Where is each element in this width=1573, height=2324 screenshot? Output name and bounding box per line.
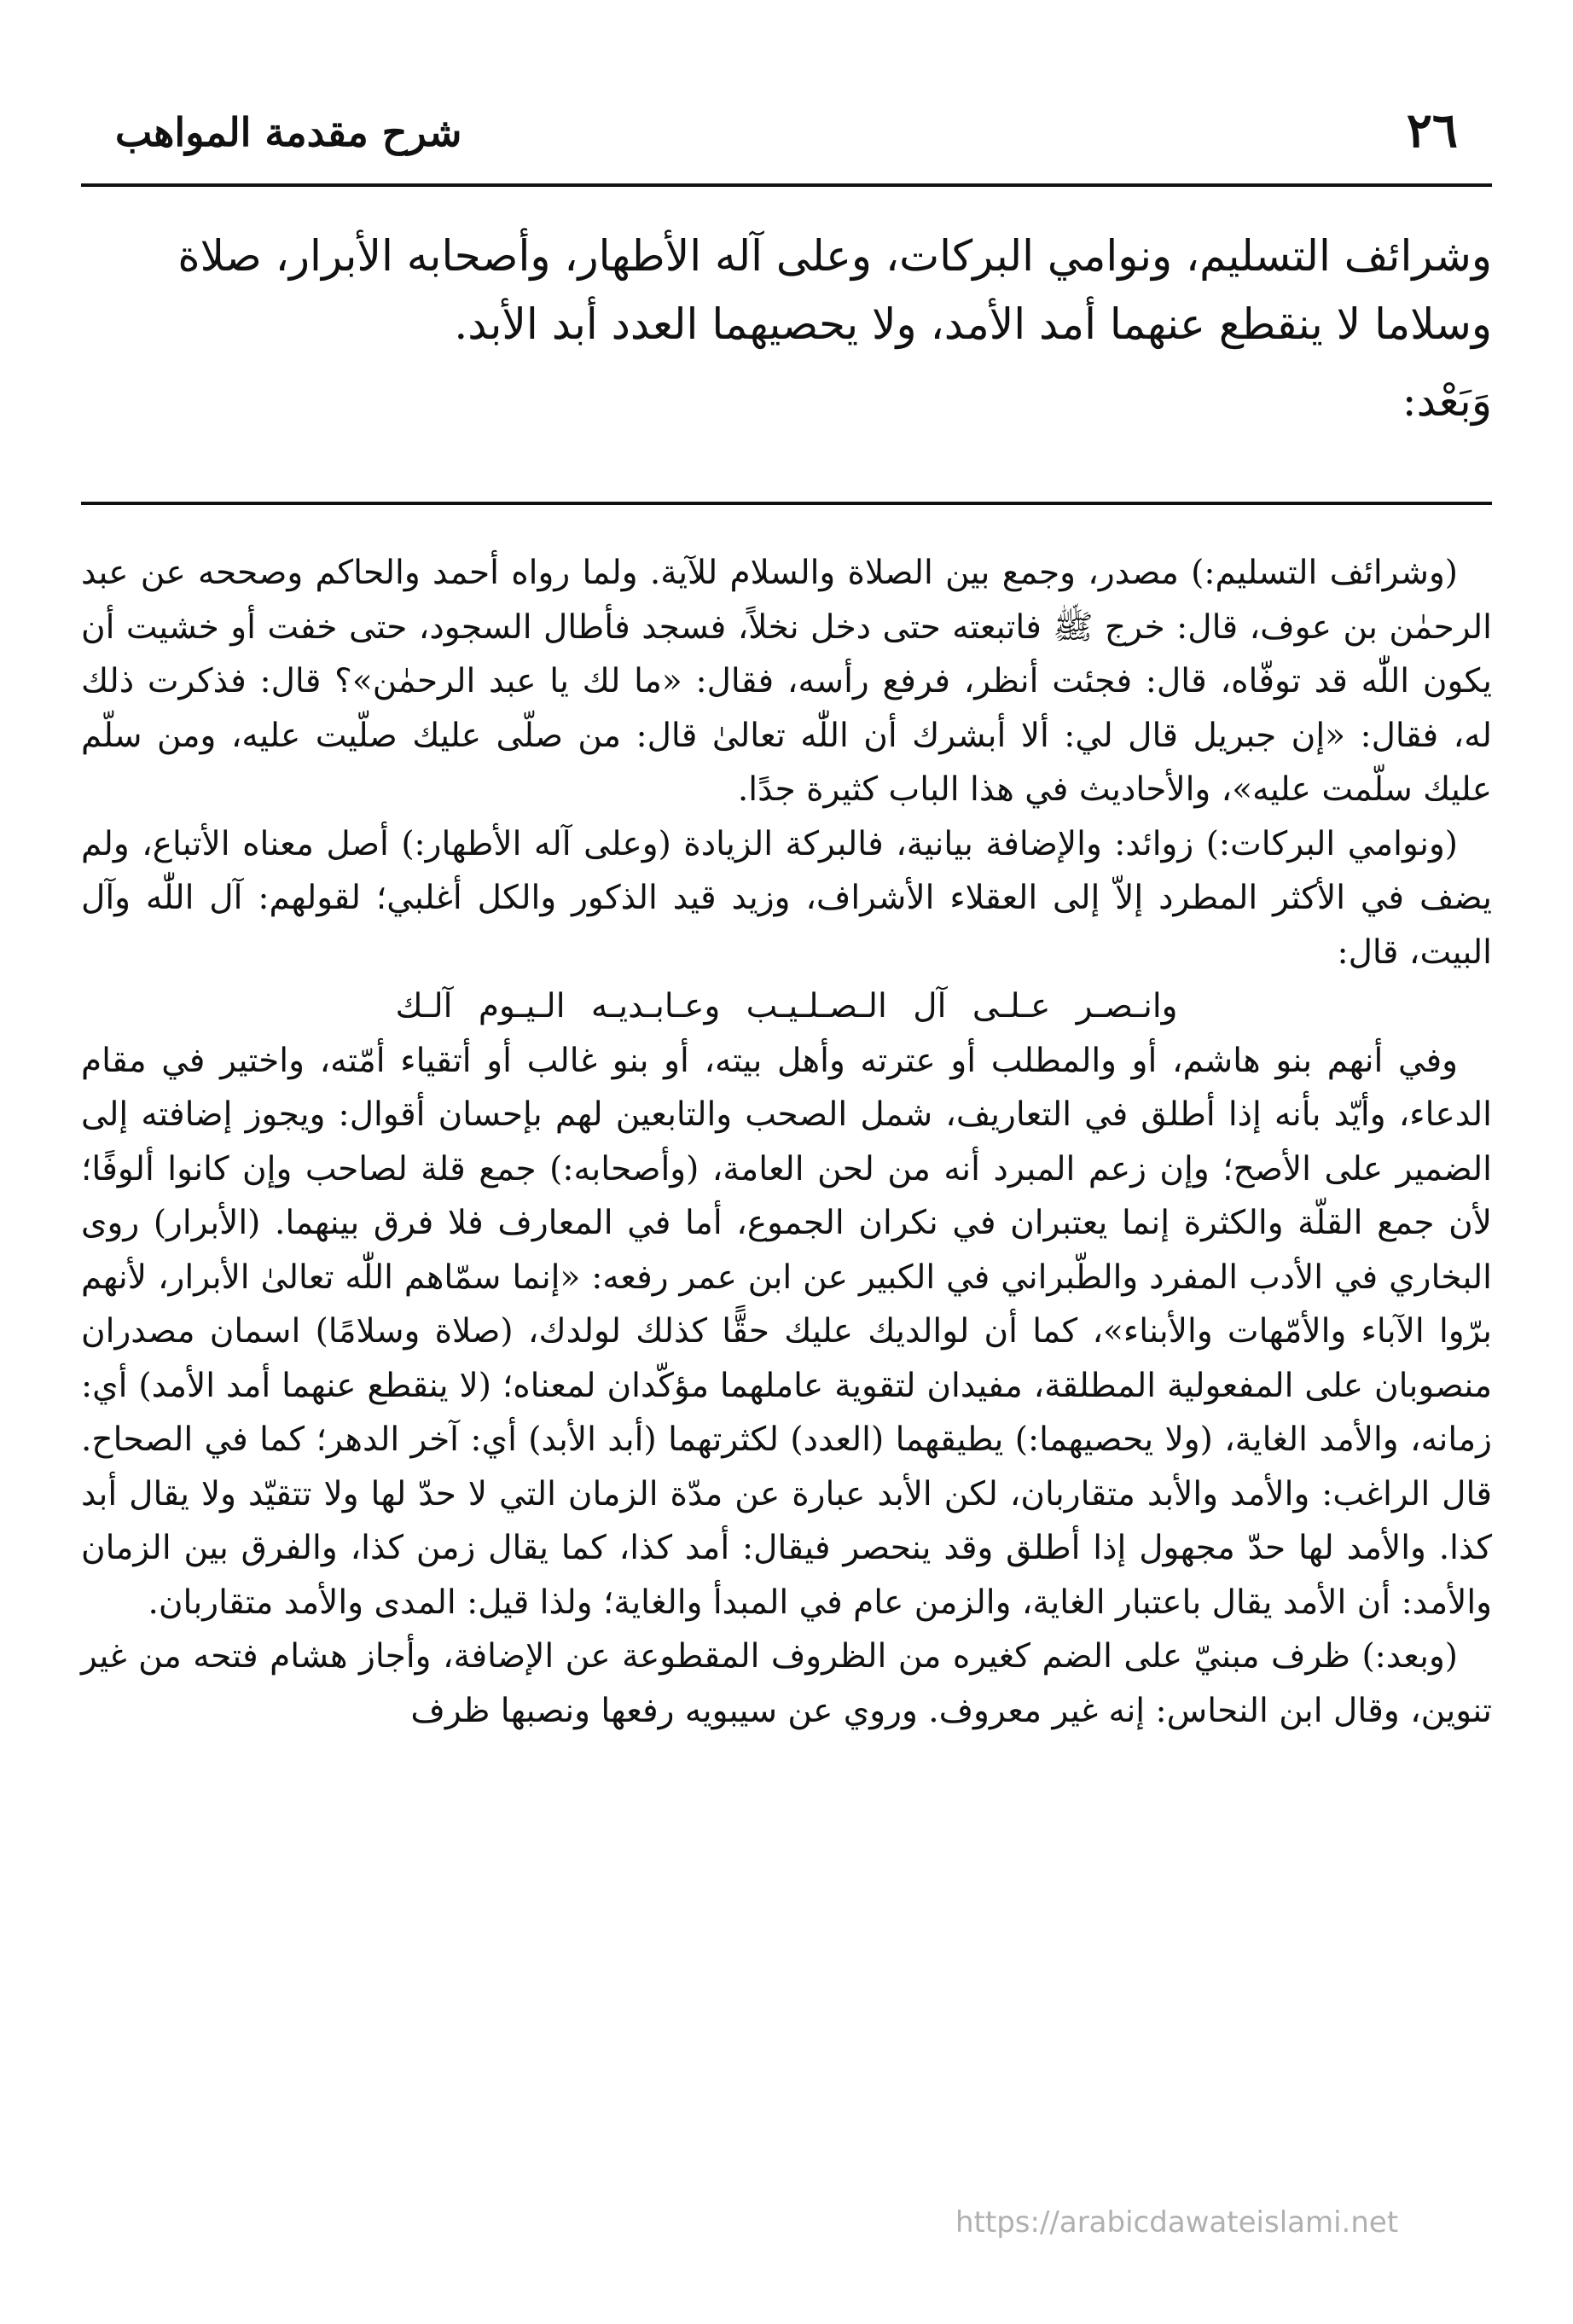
commentary-paragraph: وفي أنهم بنو هاشم، أو والمطلب أو عترته وأهل بيته، أو بنو غالب أو أتقياء أمّته، واختير في مقام الدعاء، وأيّد بأنه إذا أطلق في التعاريف، شمل الصحب والتابعين لهم بإحسان أقوال: ويجوز إضافته إلى الضمير على الأصح؛ وإن زعم المبرد أنه من لحن العامة، (وأصحابه:) جمع قلة لصاحب وإن كانوا ألوفًا؛ لأن جمع القلّة والكثرة إنما يعتبران في نكران الجموع، أما في المعارف فلا فرق بينهما. (الأبرار) روى البخاري في الأدب المفرد والطّبراني في الكبير عن ابن عمر رفعه: «إنما سمّاهم اللّٰه تعالىٰ الأبرار، لأنهم برّوا الآباء والأمّهات والأبناء»، كما أن لوالديك عليك حقًّا كذلك لولدك، (صلاة وسلامًا) اسمان مصدران منصوبان على المفعولية المطلقة، مفيدان لتقوية عاملهما مؤكّدان لمعناه؛ (لا ينقطع عنهما أمد الأمد) أي: زمانه، والأمد الغاية، (ولا يحصيهما:) يطيقهما (العدد) لكثرتهما (أبد الأبد) أي: آخر الدهر؛ كما في الصحاح. قال الراغب: والأمد والأبد متقاربان، لكن الأبد عبارة عن مدّة الزمان التي لا حدّ لها ولا تتقيّد ولا يقال أبد كذا. والأمد لها حدّ مجهول إذا أطلق وقد ينحصر فيقال: أمد كذا، كما يقال زمن كذا، والفرق بين الزمان والأمد: أن الأمد يقال باعتبار الغاية، والزمن عام في المبدأ والغاية؛ ولذا قيل: المدى والأمد متقاربان. [81,1041,1492,1622]
commentary-paragraph: (ونوامي البركات:) زوائد: والإضافة بيانية، فالبركة الزيادة (وعلى آله الأطهار:) أصل معناه الأتباع، ولم يضف في الأكثر المطرد إلاّ إلى العقلاء الأشراف، وزيد قيد الذكور والكل أغلبي؛ لقولهم: آل اللّٰه وآل البيت، قال: [81,824,1492,972]
page-header [81,102,1492,179]
poetry-verse: وانـصـر عـلـى آل الـصـلـيـب وعـابـديـه الـيـوم آلـك [395,987,1178,1025]
footnote-separator [81,502,1492,505]
section-heading: وَبَعْد: [1402,376,1492,426]
running-title: شرح مقدمة المواهب [115,109,462,155]
main-text-line: وسلاما لا ينقطع عنهما أمد الأمد، ولا يحصيهما العدد أبد الأبد. [454,299,1492,349]
header-rule [81,183,1492,187]
main-text-line: وشرائف التسليم، ونوامي البركات، وعلى آله الأطهار، وأصحابه الأبرار، صلاة [177,231,1492,281]
main-text [81,222,1492,435]
page-number: ٢٦ [1406,102,1458,159]
commentary-paragraph: (وشرائف التسليم:) مصدر، وجمع بين الصلاة والسلام للآية. ولما رواه أحمد والحاكم وصححه عن عبد الرحمٰن بن عوف، قال: خرج ﷺ فاتبعته حتى دخل نخلاً، فسجد فأطال السجود، حتى خفت أو خشيت أن يكون اللّٰه قد توفّاه، قال: فجئت أنظر، فرفع رأسه، فقال: «ما لك يا عبد الرحمٰن»؟ قال: فذكرت ذلك له، فقال: «إن جبريل قال لي: ألا أبشرك أن اللّٰه تعالىٰ قال: من صلّى عليك صلّيت عليه، ومن سلّم عليك سلّمت عليه»، والأحاديث في هذا الباب كثيرة جدًا. [81,554,1492,809]
commentary-paragraph: (وبعد:) ظرف مبنيّ على الضم كغيره من الظروف المقطوعة عن الإضافة، وأجاز هشام فتحه من غير تنوين، وقال ابن النحاس: إنه غير معروف. وروي عن سيبويه رفعها ونصبها ظرف [81,1637,1492,1730]
commentary [81,546,1492,1738]
watermark-url: https://arabicdawateislami.net [955,2205,1399,2240]
